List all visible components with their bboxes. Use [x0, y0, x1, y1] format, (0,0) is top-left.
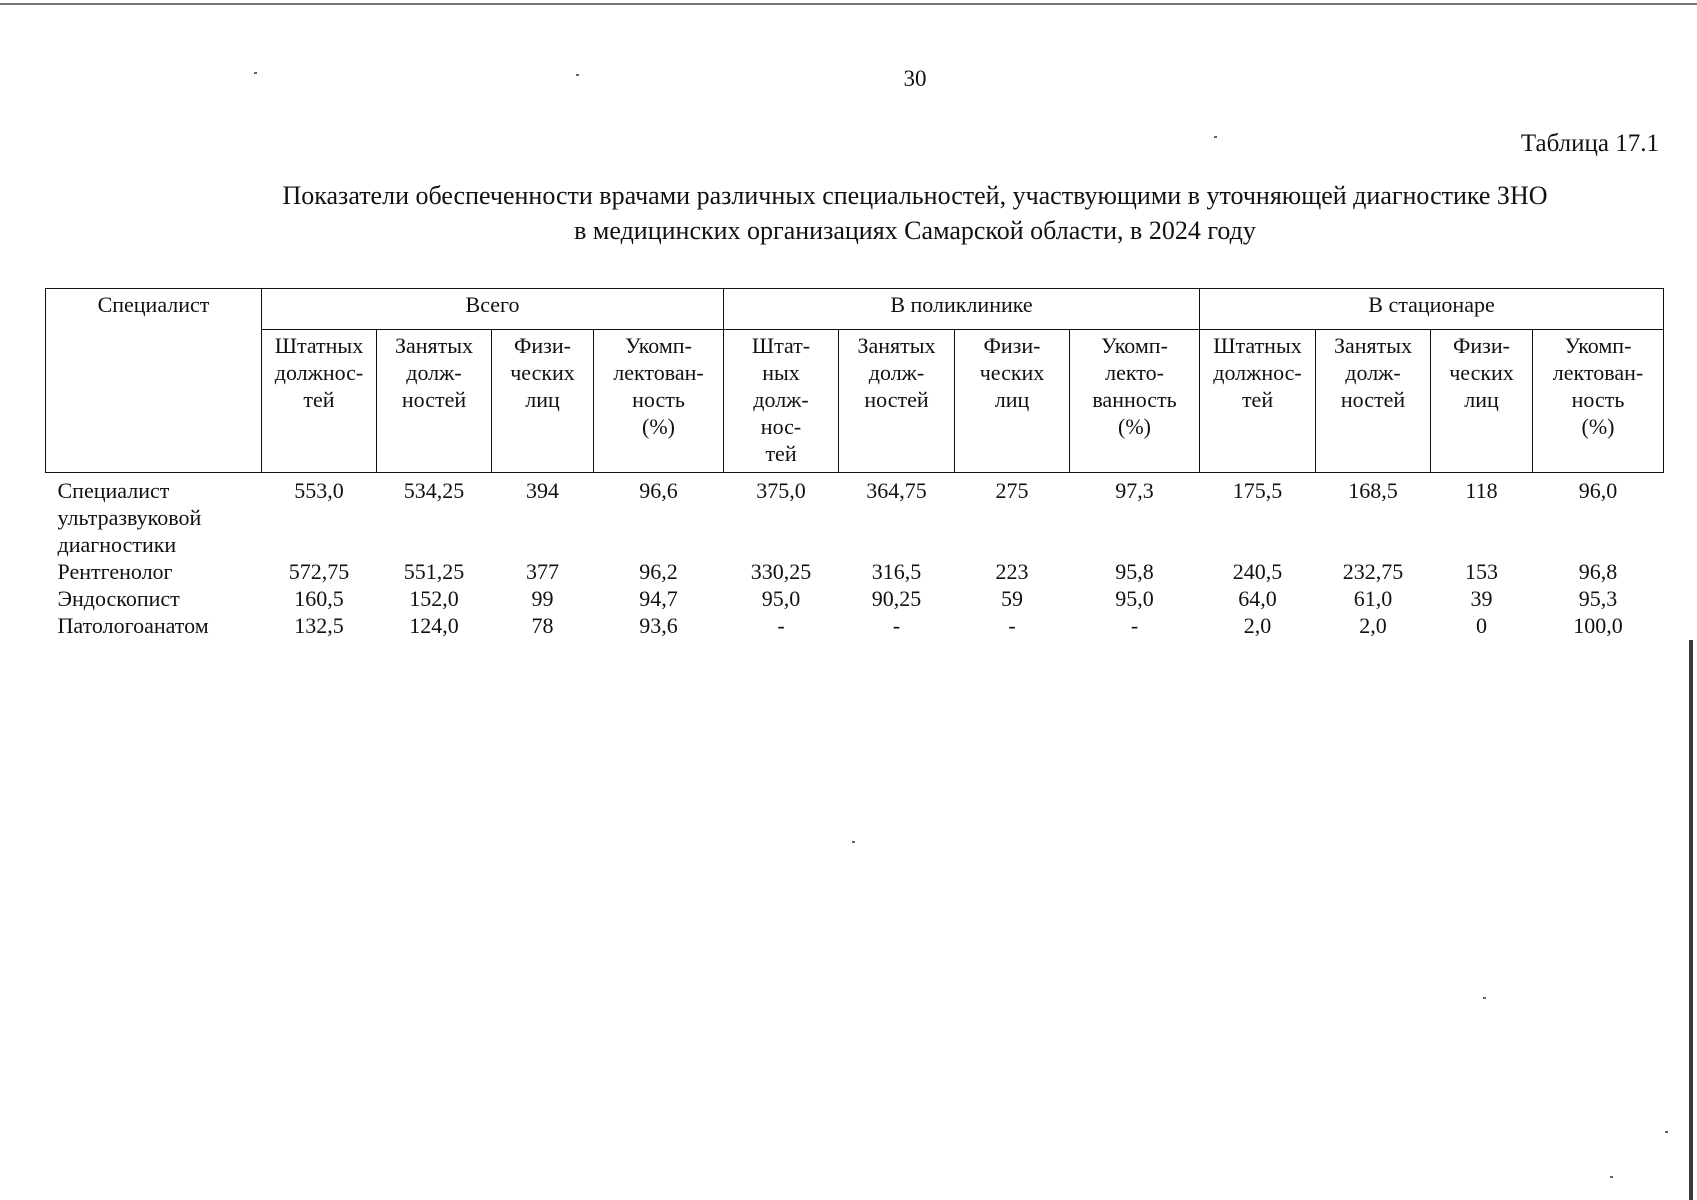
- scan-speck: [1610, 1176, 1613, 1178]
- table-cell: 95,0: [761, 586, 801, 611]
- table-row: [46, 473, 1664, 559]
- table-cell: 232,75: [1342, 559, 1404, 584]
- column-header-line: долж-: [868, 360, 925, 385]
- table-cell: 96,6: [639, 478, 678, 503]
- specialist-name: [46, 558, 262, 585]
- specialist-name-line: Эндоскопист: [57, 586, 180, 611]
- table-title: [140, 178, 1690, 248]
- specialist-name-line: диагностики: [57, 532, 177, 557]
- table-body: [46, 473, 1664, 640]
- table-cell: 572,75: [288, 559, 350, 584]
- table-row: [46, 558, 1664, 585]
- table-cell: 316,5: [871, 559, 922, 584]
- group-header-row: [46, 289, 1664, 330]
- table-cell: 394: [526, 478, 559, 503]
- column-header-line: Укомп-: [625, 333, 692, 358]
- table-row: [46, 585, 1664, 612]
- table-cell: 534,25: [403, 478, 465, 503]
- column-header-line: долж-: [1345, 360, 1401, 385]
- table-cell: 152,0: [409, 586, 459, 611]
- specialist-name-line: Рентгенолог: [57, 559, 173, 584]
- column-header-line: Занятых: [857, 333, 936, 358]
- table-cell: 2,0: [1243, 613, 1272, 638]
- specialist-name-line: ультразвуковой: [57, 505, 202, 530]
- table-cell: 132,5: [294, 613, 344, 638]
- column-header-line: ность: [632, 387, 685, 412]
- table-cell: 153: [1465, 559, 1499, 584]
- table-cell: 99: [531, 586, 554, 611]
- specialist-name: [46, 585, 262, 612]
- column-header: [377, 330, 492, 473]
- table-cell: 100,0: [1573, 613, 1623, 638]
- column-header-line: Занятых: [394, 333, 474, 358]
- table-cell: 168,5: [1348, 478, 1398, 503]
- column-header: [1070, 330, 1200, 473]
- table-cell: 94,7: [639, 586, 678, 611]
- table-cell: 377: [526, 559, 559, 584]
- column-header-line: должнос-: [274, 360, 364, 385]
- column-header: [594, 330, 724, 473]
- table-cell: 96,8: [1578, 559, 1618, 584]
- scan-speck: [1214, 136, 1217, 138]
- column-header-line: лекто-: [1105, 360, 1164, 385]
- column-header: [955, 330, 1070, 473]
- column-header-line: долж-: [406, 360, 462, 385]
- column-header: [1533, 330, 1664, 473]
- specialist-name-line: Специалист: [57, 478, 170, 503]
- column-header-line: Физи-: [514, 333, 571, 358]
- column-header: [1200, 330, 1316, 473]
- column-header-line: Штатных: [274, 333, 364, 358]
- table-cell: 330,25: [750, 559, 812, 584]
- table-row: [46, 612, 1664, 639]
- column-header: [1431, 330, 1533, 473]
- table-cell: 97,3: [1115, 478, 1154, 503]
- table-title-line-2: в медицинских организациях Самарской области, в 2024 году: [574, 216, 1256, 245]
- table-cell: -: [1008, 613, 1016, 638]
- table-title-line-1: Показатели обеспеченности врачами различных специальностей, участвующими в уточняющей диагностике ЗНО: [282, 181, 1548, 210]
- table-cell: 95,3: [1578, 586, 1618, 611]
- table-cell: 118: [1465, 478, 1498, 503]
- column-header-line: лиц: [1464, 387, 1499, 412]
- scan-speck: [1665, 1131, 1668, 1133]
- column-header-line: лектован-: [613, 360, 704, 385]
- group-header-hospital: В стационаре: [1200, 289, 1664, 330]
- page-number: 30: [903, 66, 927, 91]
- column-header-line: (%): [1581, 414, 1615, 439]
- column-header-line: ческих: [979, 360, 1045, 385]
- corner-header: Специалист: [46, 289, 262, 473]
- column-header-line: Штат-: [751, 333, 811, 358]
- column-header-line: ческих: [1449, 360, 1514, 385]
- table-cell: 0: [1476, 613, 1488, 638]
- column-header-line: ностей: [864, 387, 929, 412]
- table-cell: 364,75: [866, 478, 927, 503]
- table-cell: 93,6: [639, 613, 678, 638]
- table-cell: 240,5: [1232, 559, 1283, 584]
- group-header-total: Всего: [262, 289, 724, 330]
- table-cell: 95,8: [1115, 559, 1154, 584]
- table-cell: -: [1130, 613, 1139, 638]
- table-cell: 59: [1001, 586, 1024, 611]
- column-header-line: Физи-: [1453, 333, 1510, 358]
- table-cell: 2,0: [1359, 613, 1387, 638]
- table-cell: 160,5: [294, 586, 344, 611]
- table-cell: 39: [1470, 586, 1493, 611]
- table-cell: 95,0: [1115, 586, 1154, 611]
- scan-speck: [852, 841, 855, 843]
- table-cell: 96,0: [1578, 478, 1618, 503]
- table-cell: 96,2: [639, 559, 678, 584]
- group-header-polyclinic: В поликлинике: [724, 289, 1200, 330]
- column-header-line: ность: [1571, 387, 1625, 412]
- table-cell: 90,25: [871, 586, 922, 611]
- column-header-line: Штатных: [1213, 333, 1302, 358]
- column-header-line: ных: [762, 360, 800, 385]
- column-header: [262, 330, 377, 473]
- column-header-line: тей: [303, 387, 335, 412]
- column-header-line: лиц: [525, 387, 560, 412]
- table-cell: 78: [531, 613, 554, 638]
- scan-speck: [254, 72, 257, 74]
- table-cell: 64,0: [1238, 586, 1277, 611]
- column-header-line: ванность: [1092, 387, 1177, 412]
- column-header-line: Укомп-: [1564, 333, 1632, 358]
- table-label: Таблица 17.1: [1520, 130, 1659, 157]
- column-header-line: ностей: [401, 387, 467, 412]
- table-cell: 223: [995, 559, 1029, 584]
- table-cell: 553,0: [294, 478, 344, 503]
- scan-edge-top: [0, 3, 1697, 5]
- scan-edge-right: [1689, 640, 1693, 1200]
- column-header-line: тей: [765, 441, 797, 466]
- table-cell: -: [892, 613, 901, 638]
- specialist-name-line: Патологоанатом: [57, 613, 209, 638]
- column-header-line: Укомп-: [1101, 333, 1168, 358]
- column-header-line: ностей: [1340, 387, 1406, 412]
- column-header-line: ческих: [510, 360, 575, 385]
- column-header-line: нос-: [760, 414, 802, 439]
- column-header-line: тей: [1241, 387, 1274, 412]
- scan-speck: [576, 74, 579, 76]
- column-header-line: (%): [1118, 414, 1151, 439]
- column-header-line: лиц: [994, 387, 1030, 412]
- column-header-line: Физи-: [983, 333, 1041, 358]
- specialist-name: [46, 473, 262, 559]
- table-cell: 124,0: [409, 613, 459, 638]
- table-cell: 375,0: [756, 478, 806, 503]
- column-header-line: долж-: [753, 387, 809, 412]
- column-header-line: (%): [642, 414, 675, 439]
- table-cell: -: [777, 613, 785, 638]
- staffing-table: [45, 288, 1664, 639]
- scan-speck: [1483, 997, 1486, 999]
- column-header-line: должнос-: [1213, 360, 1302, 385]
- table-cell: 61,0: [1353, 586, 1393, 611]
- column-header: [839, 330, 955, 473]
- column-header-line: Занятых: [1333, 333, 1413, 358]
- column-header: [724, 330, 839, 473]
- table-cell: 175,5: [1232, 478, 1283, 503]
- subheader-row: [46, 330, 1664, 473]
- specialist-name: [46, 612, 262, 639]
- column-header: [1316, 330, 1431, 473]
- table-cell: 551,25: [403, 559, 465, 584]
- column-header-line: лектован-: [1552, 360, 1644, 385]
- table-cell: 275: [995, 478, 1029, 503]
- column-header: [492, 330, 594, 473]
